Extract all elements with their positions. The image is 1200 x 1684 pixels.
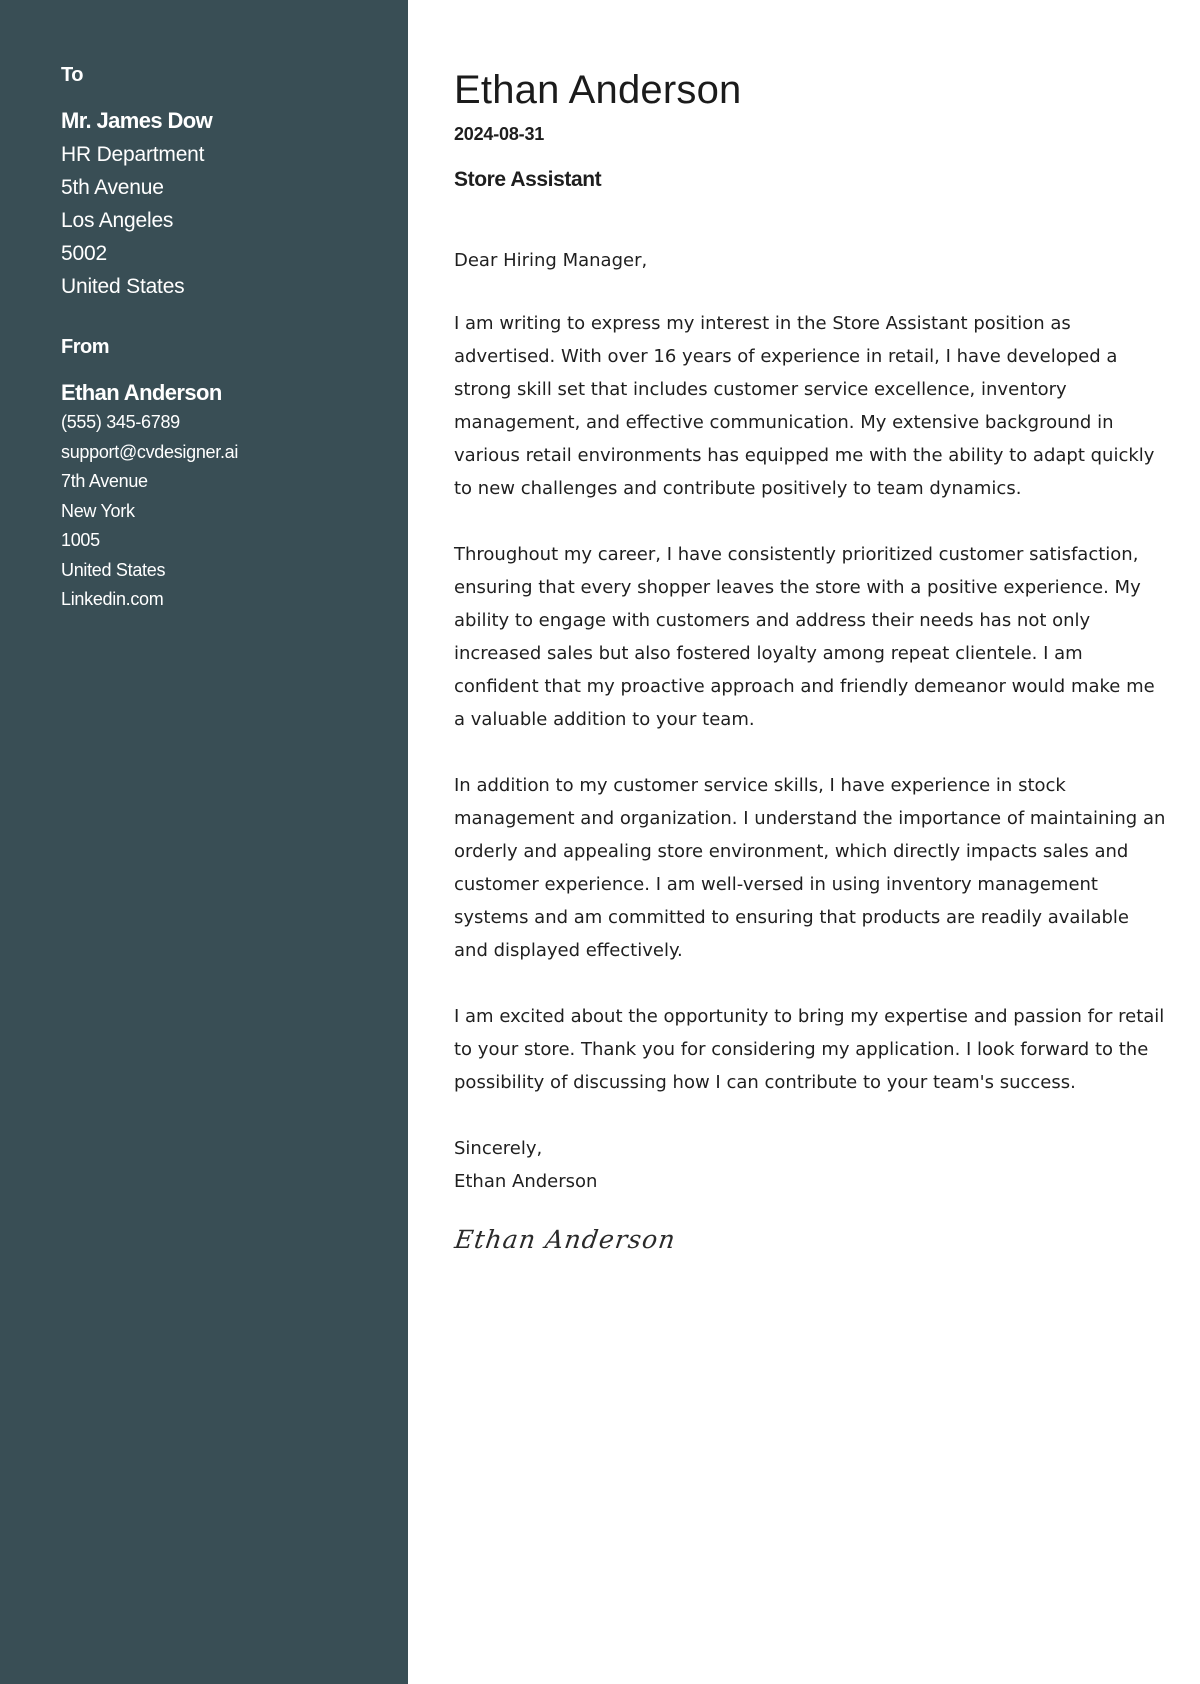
signature-image	[452, 1218, 678, 1262]
position-title: Store Assistant	[454, 168, 602, 191]
sender-city: New York	[61, 500, 135, 521]
closing-phrase: Sincerely,	[454, 1138, 543, 1159]
closing-name: Ethan Anderson	[454, 1171, 598, 1192]
sender-heading: From	[61, 336, 109, 358]
sender-email: support@cvdesigner.ai	[61, 441, 239, 462]
recipient-city: Los Angeles	[61, 209, 174, 232]
recipient-name: Mr. James Dow	[61, 108, 213, 133]
letter-paragraph-3: In addition to my customer service skills, I have experience in stock management and organization. I understand the importance of maintaining an orderly and appealing store environment, which directly impacts sales and customer experience. I am well-versed in using inventory management systems and am committed to ensuring that products are readily available and displayed effectively.	[454, 775, 1166, 961]
closing-block	[454, 1132, 1166, 1198]
sender-section	[61, 332, 391, 615]
signature-text: Ethan Anderson	[452, 1225, 678, 1254]
recipient-heading: To	[61, 64, 83, 86]
letter-paragraph-2: Throughout my career, I have consistently prioritized customer satisfaction, ensuring that every shopper leaves the store with a positive experience. My ability to engage with customers and address their needs has not only increased sales but also fostered loyalty among repeat clientele. I am confident that my proactive approach and friendly demeanor would make me a valuable addition to your team.	[454, 544, 1155, 730]
letter-body	[454, 244, 1166, 1266]
letter-date: 2024-08-31	[454, 124, 545, 144]
sender-country: United States	[61, 559, 166, 580]
recipient-department: HR Department	[61, 143, 205, 166]
contact-sidebar	[0, 0, 408, 1684]
recipient-country: United States	[61, 275, 185, 298]
applicant-name-title: Ethan Anderson	[454, 68, 742, 112]
sidebar-content	[61, 60, 391, 615]
letter-paragraph-1: I am writing to express my interest in the Store Assistant position as advertised. With over 16 years of experience in retail, I have developed a strong skill set that includes customer service excellence, inventory management, and effective communication. My extensive background in various retail environments has equipped me with the ability to adapt quickly to new challenges and contribute positively to team dynamics.	[454, 313, 1155, 499]
handwritten-signature	[454, 1218, 1166, 1266]
sender-postal-code: 1005	[61, 530, 100, 550]
sender-phone: (555) 345-6789	[61, 412, 180, 432]
letter-paragraph-4: I am excited about the opportunity to bring my expertise and passion for retail to your store. Thank you for considering my application. I look forward to the possibility of discussing how I can contribute to your team's success.	[454, 1006, 1165, 1093]
letter-main	[454, 62, 1166, 1266]
recipient-section	[61, 60, 391, 303]
sender-name: Ethan Anderson	[61, 380, 222, 405]
recipient-postal-code: 5002	[61, 242, 107, 265]
recipient-street: 5th Avenue	[61, 176, 164, 199]
sender-street: 7th Avenue	[61, 471, 148, 491]
sender-website: Linkedin.com	[61, 589, 164, 609]
salutation: Dear Hiring Manager,	[454, 250, 648, 271]
